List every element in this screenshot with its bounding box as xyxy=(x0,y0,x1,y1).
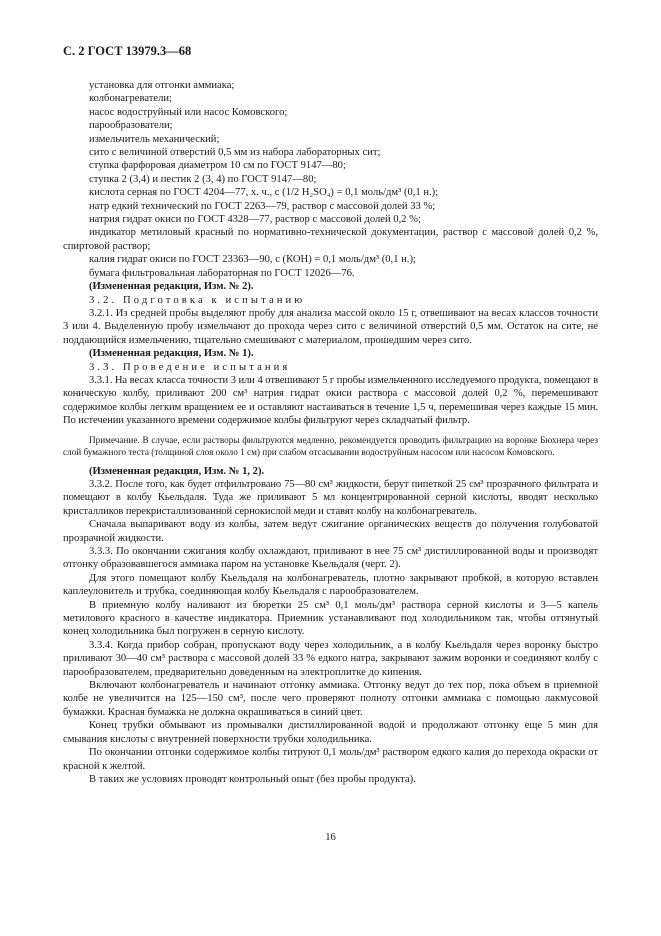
text-line: бумага фильтровальная лабораторная по ГОСТ 12026—76. xyxy=(89,267,355,279)
paragraph: Сначала выпаривают воду из колбы, затем ведут сжигание органических веществ до получения голубоватой прозрачной жидкости. xyxy=(63,519,598,544)
paragraph: 3.3.4. Когда прибор собран, пропускают воду через холодильник, а в колбу Кьельдаля через воронку быстро приливают 30—40 см³ раствора с массовой долей 33 % едкого натра, закрывают зажим воронки и соединяют колбу с парообразователем, предварительно доведенным на электроплитке до кипения. xyxy=(63,639,598,678)
paragraph: По окончании отгонки содержимое колбы титруют 0,1 моль/дм³ раствором едкого калия до перехода окраски от красной к желтой. xyxy=(63,747,598,772)
amendment-note: (Измененная редакция, Изм. № 1, 2). xyxy=(89,465,265,477)
text-line: кислота серная по ГОСТ 4204—77, х. ч., с (1/2 H₂SO₄) = 0,1 моль/дм³ (0,1 н.); xyxy=(89,187,439,199)
paragraph: В приемную колбу наливают из бюретки 25 см³ 0,1 моль/дм³ раствора серной кислоты и 3—5 капель метилового красного в качестве индикатора. Приемник устанавливают под холодильником так, чтобы оттянутый конец холодильника был погружен в серную кислоту. xyxy=(63,599,598,638)
page-header: С. 2 ГОСТ 13979.3—68 xyxy=(63,44,192,58)
section-heading: 3.3. Проведение испытания xyxy=(89,361,291,373)
document-body xyxy=(63,79,598,786)
paragraph: Для этого помещают колбу Кьельдаля на колбонагреватель, плотно закрывают пробкой, в которую вставлен каплеуловитель и трубка, соединяющая колбу Кьельдаля с парообразователем. xyxy=(63,572,598,598)
text-line: индикатор метиловый красный по нормативно-технической документации, раствор с массовой долей 0,2 %, спиртовой раствор; xyxy=(63,227,598,252)
text-line: ступка 2 (3,4) и пестик 2 (3, 4) по ГОСТ 9147—80; xyxy=(89,173,317,185)
text-line: измельчитель механический; xyxy=(89,133,220,145)
amendment-note: (Измененная редакция, Изм. № 1). xyxy=(89,348,254,360)
paragraph: Конец трубки обмывают из промывалки дистиллированной водой и продолжают отгонку еще 5 мин для смывания кислоты с внутренней поверхности трубки холодильника. xyxy=(63,720,598,745)
page-number: 16 xyxy=(325,832,336,843)
text-line: колбонагреватели; xyxy=(89,93,172,105)
text-line: насос водоструйный или насос Комовского; xyxy=(89,106,288,118)
section-heading: 3.2. Подготовка к испытанию xyxy=(89,294,306,306)
text-line: калия гидрат окиси по ГОСТ 23363—90, с (КОН) = 0,1 моль/дм³ (0,1 н.); xyxy=(89,254,416,266)
paragraph: В таких же условиях проводят контрольный опыт (без пробы продукта). xyxy=(89,773,416,785)
note-paragraph: Примечание. В случае, если растворы фильтруются медленно, рекомендуется проводить фильтрацию на воронке Бюхнера через слой бумажного теста (толщиной слоя около 1 см) при слабом отсасывании водоструйным насосом или насосом Комовского. xyxy=(63,434,598,457)
text-line: парообразователи; xyxy=(89,120,173,132)
text-line: ступка фарфоровая диаметром 10 см по ГОСТ 9147—80; xyxy=(89,160,346,172)
text-line: натрия гидрат окиси по ГОСТ 4328—77, раствор с массовой долей 0,2 %; xyxy=(89,214,421,226)
paragraph: 3.3.3. По окончании сжигания колбу охлаждают, приливают в нее 75 см³ дистиллированной воды и производят отгонку образовавшегося аммиака паром на установке Кьельдаля (черт. 2). xyxy=(63,546,598,571)
paragraph: 3.3.2. После того, как будет отфильтровано 75—80 см³ жидкости, берут пипеткой 25 см³ прозрачного фильтрата и помещают в колбу Кьельдаля. Туда же приливают 5 мл концентрированной серной кислоты, вводят несколько кристалликов перекристаллизованной сернокислой меди и ставят колбу на колбонагреватель. xyxy=(63,478,598,517)
paragraph: Включают колбонагреватель и начинают отгонку аммиака. Отгонку ведут до тех пор, пока объем в приемной колбе не увеличится на 125—150 см³, после чего проверяют полноту отгонки аммиака с помощью лакмусовой бумажки. Красная бумажка не должна окрашиваться в синий цвет. xyxy=(63,680,598,718)
amendment-note: (Измененная редакция, Изм. № 2). xyxy=(89,281,254,293)
text-line: сито с величиной отверстий 0,5 мм из набора лабораторных сит; xyxy=(89,147,381,159)
text-line: установка для отгонки аммиака; xyxy=(89,80,235,91)
text-line: натр едкий технический по ГОСТ 2263—79, раствор с массовой долей 33 %; xyxy=(89,200,436,212)
paragraph: 3.3.1. На весах класса точности 3 или 4 отвешивают 5 г пробы измельченного исследуемого продукта, помещают в коническую колбу, приливают 200 см³ натрия гидрат окиси раствора с массовой долей 0,2 %, перемешивают содержимое колбы легким вращением ее и оставляют настаиваться в течение 1,5 ч, перемешивая через каждые 15 мин. По истечении указанного времени содержимое колбы фильтруют через складчатый фильтр. xyxy=(63,374,598,427)
paragraph: 3.2.1. Из средней пробы выделяют пробу для анализа массой около 15 г, отвешивают на весах классов точности 3 или 4. Выделенную пробу измельчают до прохода через сито с величиной отверстий 0,5 мм. Остаток на сите, не поддающийся измельчению, тщательно смешивают с материалом, прошедшим через сито. xyxy=(63,307,598,346)
